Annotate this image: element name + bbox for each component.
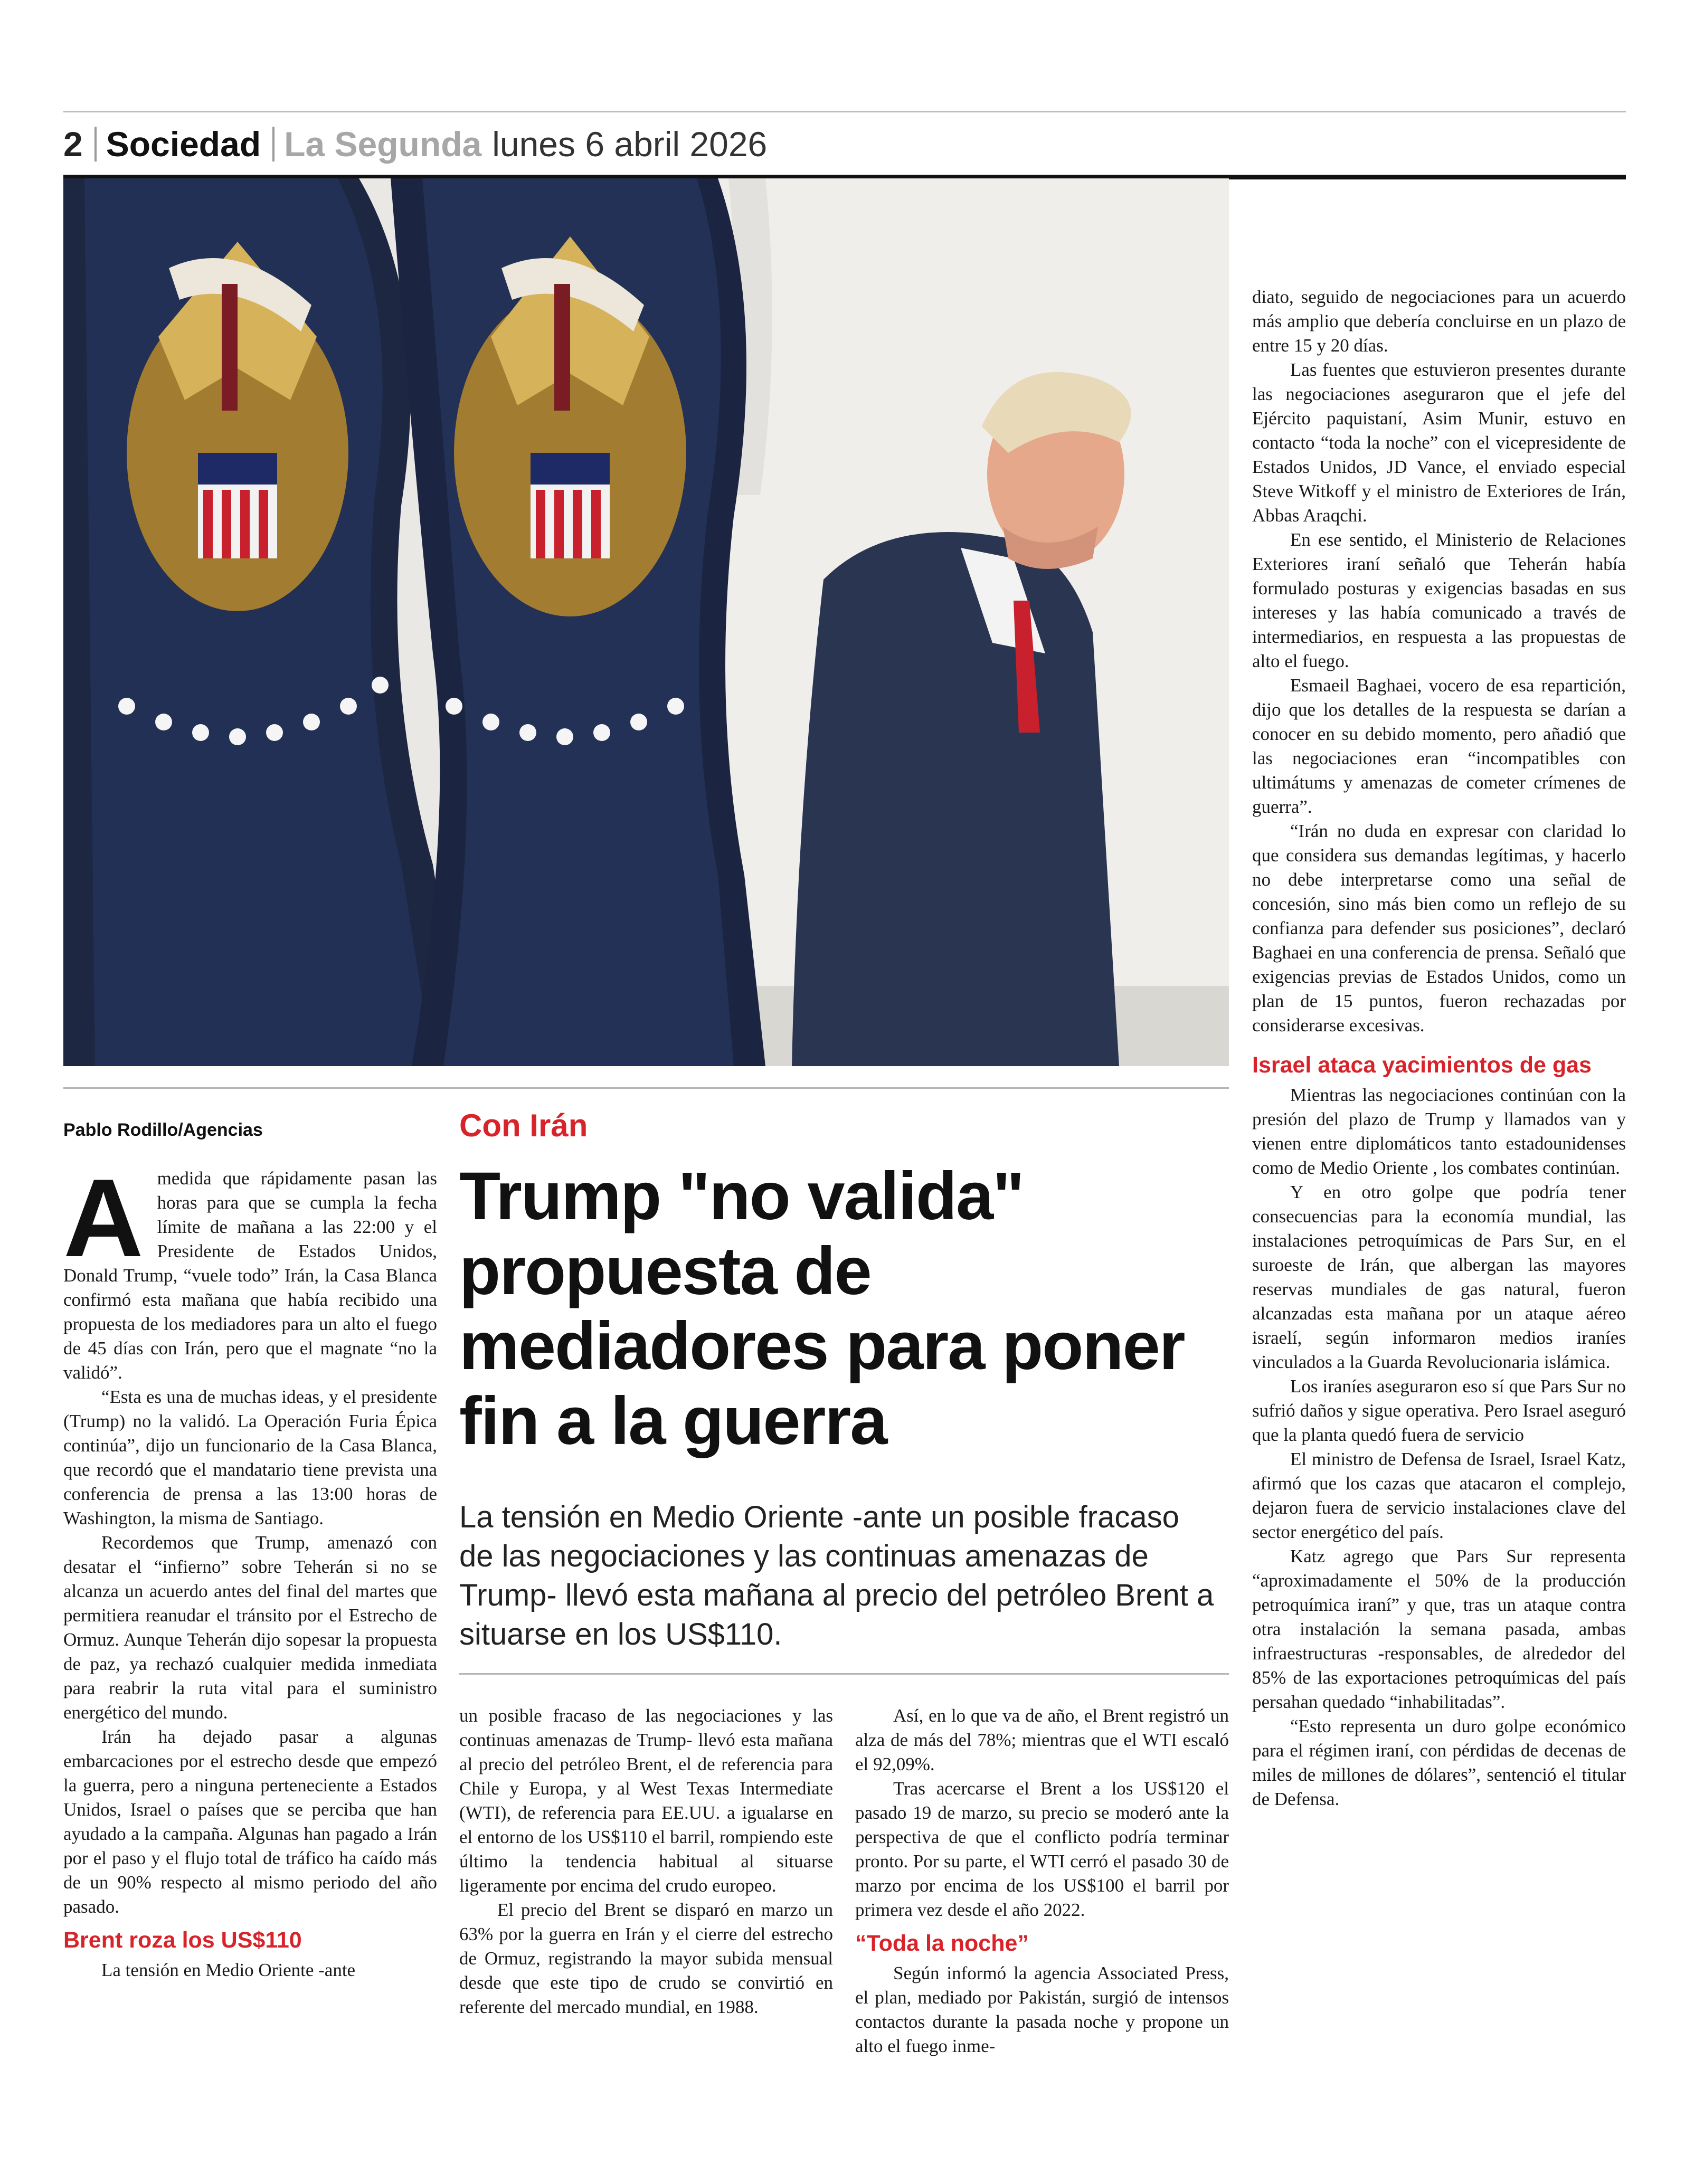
byline: Pablo Rodillo/Agencias bbox=[63, 1120, 263, 1140]
publication-name: La Segunda bbox=[284, 125, 482, 164]
article-paragraph: Los iraníes aseguraron eso sí que Pars Sur no sufrió daños y sigue operativa. Pero Israel aseguró que la planta quedó fuera de servicio bbox=[1252, 1376, 1626, 1445]
article-paragraph: diato, seguido de negociaciones para un acuerdo más amplio que debería concluirse en un plazo de entre 15 y 20 días. bbox=[1252, 287, 1626, 356]
article-column-4 bbox=[1252, 285, 1626, 1811]
article-paragraph: Irán ha dejado pasar a algunas embarcaciones por el estrecho desde que empezó la guerra, pero a ninguna perteneciente a Estados Unidos, Israel o países que se perciba que han ayudado a la campaña. Algunas han pagado a Irán por el paso y el flujo total de tráfico ha caído más de un 90% respecto al mismo periodo del año pasado. bbox=[63, 1726, 437, 1917]
article-paragraph: “Esto representa un duro golpe económico para el régimen iraní, con pérdidas de decenas de miles de millones de dólares”, sentenció el titular de Defensa. bbox=[1252, 1716, 1626, 1809]
header-divider bbox=[272, 127, 274, 162]
issue-date: lunes 6 abril 2026 bbox=[492, 125, 768, 164]
drop-cap: A bbox=[63, 1156, 144, 1280]
header-divider bbox=[94, 127, 97, 162]
article-column-2 bbox=[459, 1704, 833, 2019]
lead-text: medida que rápidamente pasan las horas para que se cumpla la fecha límite de mañana a las 22:00 y el Presidente de Estados Unidos, Donald Trump, “vuele todo” Irán, la Casa Blanca confirmó esta mañana que había recibido una propuesta de los mediadores para un alto el fuego de 45 días con Irán, pero que el magnate “no la validó”. bbox=[63, 1168, 437, 1383]
article-paragraph: El precio del Brent se disparó en marzo un 63% por la guerra en Irán y el cierre del estrecho de Ormuz, registrando la mayor subida mensual desde que este tipo de crudo se convirtió en referente del mercado mundial, en 1988. bbox=[459, 1900, 833, 2017]
article-paragraph: “Irán no duda en expresar con claridad lo que considera sus demandas legítimas, y hacerlo no debe interpretarse como una señal de concesión, sino más bien como un reflejo de su confianza para defender sus posiciones”, declaró Baghaei en una conferencia de prensa. Señaló que exigencias previas de Estados Unidos, como un plan de 15 puntos, fueron rechazadas por considerarse excesivas. bbox=[1252, 821, 1626, 1036]
article-paragraph: Así, en lo que va de año, el Brent registró un alza de más del 78%; mientras que el WTI escaló el 92,09%. bbox=[855, 1705, 1229, 1774]
kicker: Con Irán bbox=[459, 1108, 588, 1143]
deck-rule bbox=[459, 1673, 1229, 1675]
page-number: 2 bbox=[63, 125, 83, 164]
section-name: Sociedad bbox=[106, 125, 261, 164]
page-header bbox=[63, 115, 1626, 173]
article-paragraph bbox=[63, 1156, 437, 1385]
photo-illustration bbox=[63, 178, 1229, 1066]
article-paragraph: Katz agrego que Pars Sur representa “aproximadamente el 50% de la producción petroquímica iraní” y que, tras un ataque contra otra instalación la semana pasada, ambas infraestructuras -responsables, de alrededor del 85% de las exportaciones petroquímicas del país persahan quedado “inhabilitadas”. bbox=[1252, 1546, 1626, 1712]
article-paragraph: un posible fracaso de las negociaciones y las continuas amenazas de Trump- llevó esta mañana al precio del petróleo Brent, el de referencia para Chile y Europa, y al West Texas Intermediate (WTI), de referencia para EE.UU. a igualarse en el entorno de los US$110 el barril, rompiendo este último la tendencia habitual al situarse ligeramente por encima del crudo europeo. bbox=[459, 1705, 833, 1896]
article-column-1 bbox=[63, 1156, 437, 1982]
article-paragraph: La tensión en Medio Oriente -ante bbox=[101, 1960, 356, 1980]
article-paragraph: El ministro de Defensa de Israel, Israel Katz, afirmó que los cazas que atacaron el complejo, dejaron fuera de servicio instalaciones clave del sector energético del país. bbox=[1252, 1449, 1626, 1542]
article-paragraph: En ese sentido, el Ministerio de Relaciones Exteriores iraní señaló que Teherán había formulado posturas y exigencias basadas en sus intereses y las había comunicado a través de intermediarios, en respuesta a las propuestas de alto el fuego. bbox=[1252, 529, 1626, 671]
article-paragraph: Y en otro golpe que podría tener consecuencias para la economía mundial, las instalaciones petroquímicas de Pars Sur, en el suroeste de Irán, que albergan las mayores reservas mundiales de gas natural, fueron alcanzadas esta mañana por un ataque aéreo israelí, según informaron medios iraníes vinculados a la Guarda Revolucionaria islámica. bbox=[1252, 1182, 1626, 1372]
flag-icon bbox=[391, 178, 765, 1066]
lead-photo bbox=[63, 178, 1229, 1066]
column-rule bbox=[63, 1087, 1229, 1089]
article-paragraph: Según informó la agencia Associated Press, el plan, mediado por Pakistán, surgió de intensos contactos durante la pasada noche y propone un alto el fuego inme- bbox=[855, 1963, 1229, 2056]
article-column-3 bbox=[855, 1704, 1229, 2058]
top-rule bbox=[63, 111, 1626, 112]
subheading: Brent roza los US$110 bbox=[63, 1927, 302, 1953]
article-paragraph: Tras acercarse el Brent a los US$120 el pasado 19 de marzo, su precio se moderó ante la perspectiva de que el conflicto podría terminar pronto. Por su parte, el WTI cerró el pasado 30 de marzo por encima de los US$100 el barril por primera vez desde el año 2022. bbox=[855, 1778, 1229, 1920]
subheading: Israel ataca yacimientos de gas bbox=[1252, 1052, 1592, 1078]
article-paragraph: Recordemos que Trump, amenazó con desatar el “infierno” sobre Teherán si no se alcanza un acuerdo antes del final del martes que permitiera reanudar el tránsito por el Estrecho de Ormuz. Aunque Teherán dijo sopesar la propuesta de paz, ya rechazó cualquier medida inmediata para reabrir la ruta vital para el suministro energético del mundo. bbox=[63, 1532, 437, 1723]
deck: La tensión en Medio Oriente -ante un posible fracaso de las negociaciones y las continuas amenazas de Trump- llevó esta mañana al precio del petróleo Brent a situarse en los US$110. bbox=[459, 1500, 1214, 1651]
article-paragraph: Las fuentes que estuvieron presentes durante las negociaciones aseguraron que el jefe del Ejército paquistaní, Asim Munir, estuvo en contacto “toda la noche” con el vicepresidente de Estados Unidos, JD Vance, el enviado especial Steve Witkoff y el ministro de Exteriores de Irán, Abbas Araqchi. bbox=[1252, 359, 1626, 526]
article-paragraph: Esmaeil Baghaei, vocero de esa repartición, dijo que los detalles de la respuesta se darían a conocer en su debido momento, pero añadió que las negociaciones eran “incompatibles con ultimátums y amenazas de cometer crímenes de guerra”. bbox=[1252, 675, 1626, 817]
article-paragraph: Mientras las negociaciones continúan con la presión del plazo de Trump y llamados van y vienen entre diplomáticos tanto estadounidenses como de Medio Oriente , los combates continúan. bbox=[1252, 1085, 1626, 1178]
article-paragraph: “Esta es una de muchas ideas, y el presidente (Trump) no la validó. La Operación Furia Épica continúa”, dijo un funcionario de la Casa Blanca, que recordó que el mandatario tiene prevista una conferencia de prensa a las 13:00 horas de Washington, la misma de Santiago. bbox=[63, 1387, 437, 1528]
subheading: “Toda la noche” bbox=[855, 1931, 1029, 1956]
headline: Trump "no valida" propuesta de mediadores para poner fin a la guerra bbox=[459, 1159, 1185, 1459]
